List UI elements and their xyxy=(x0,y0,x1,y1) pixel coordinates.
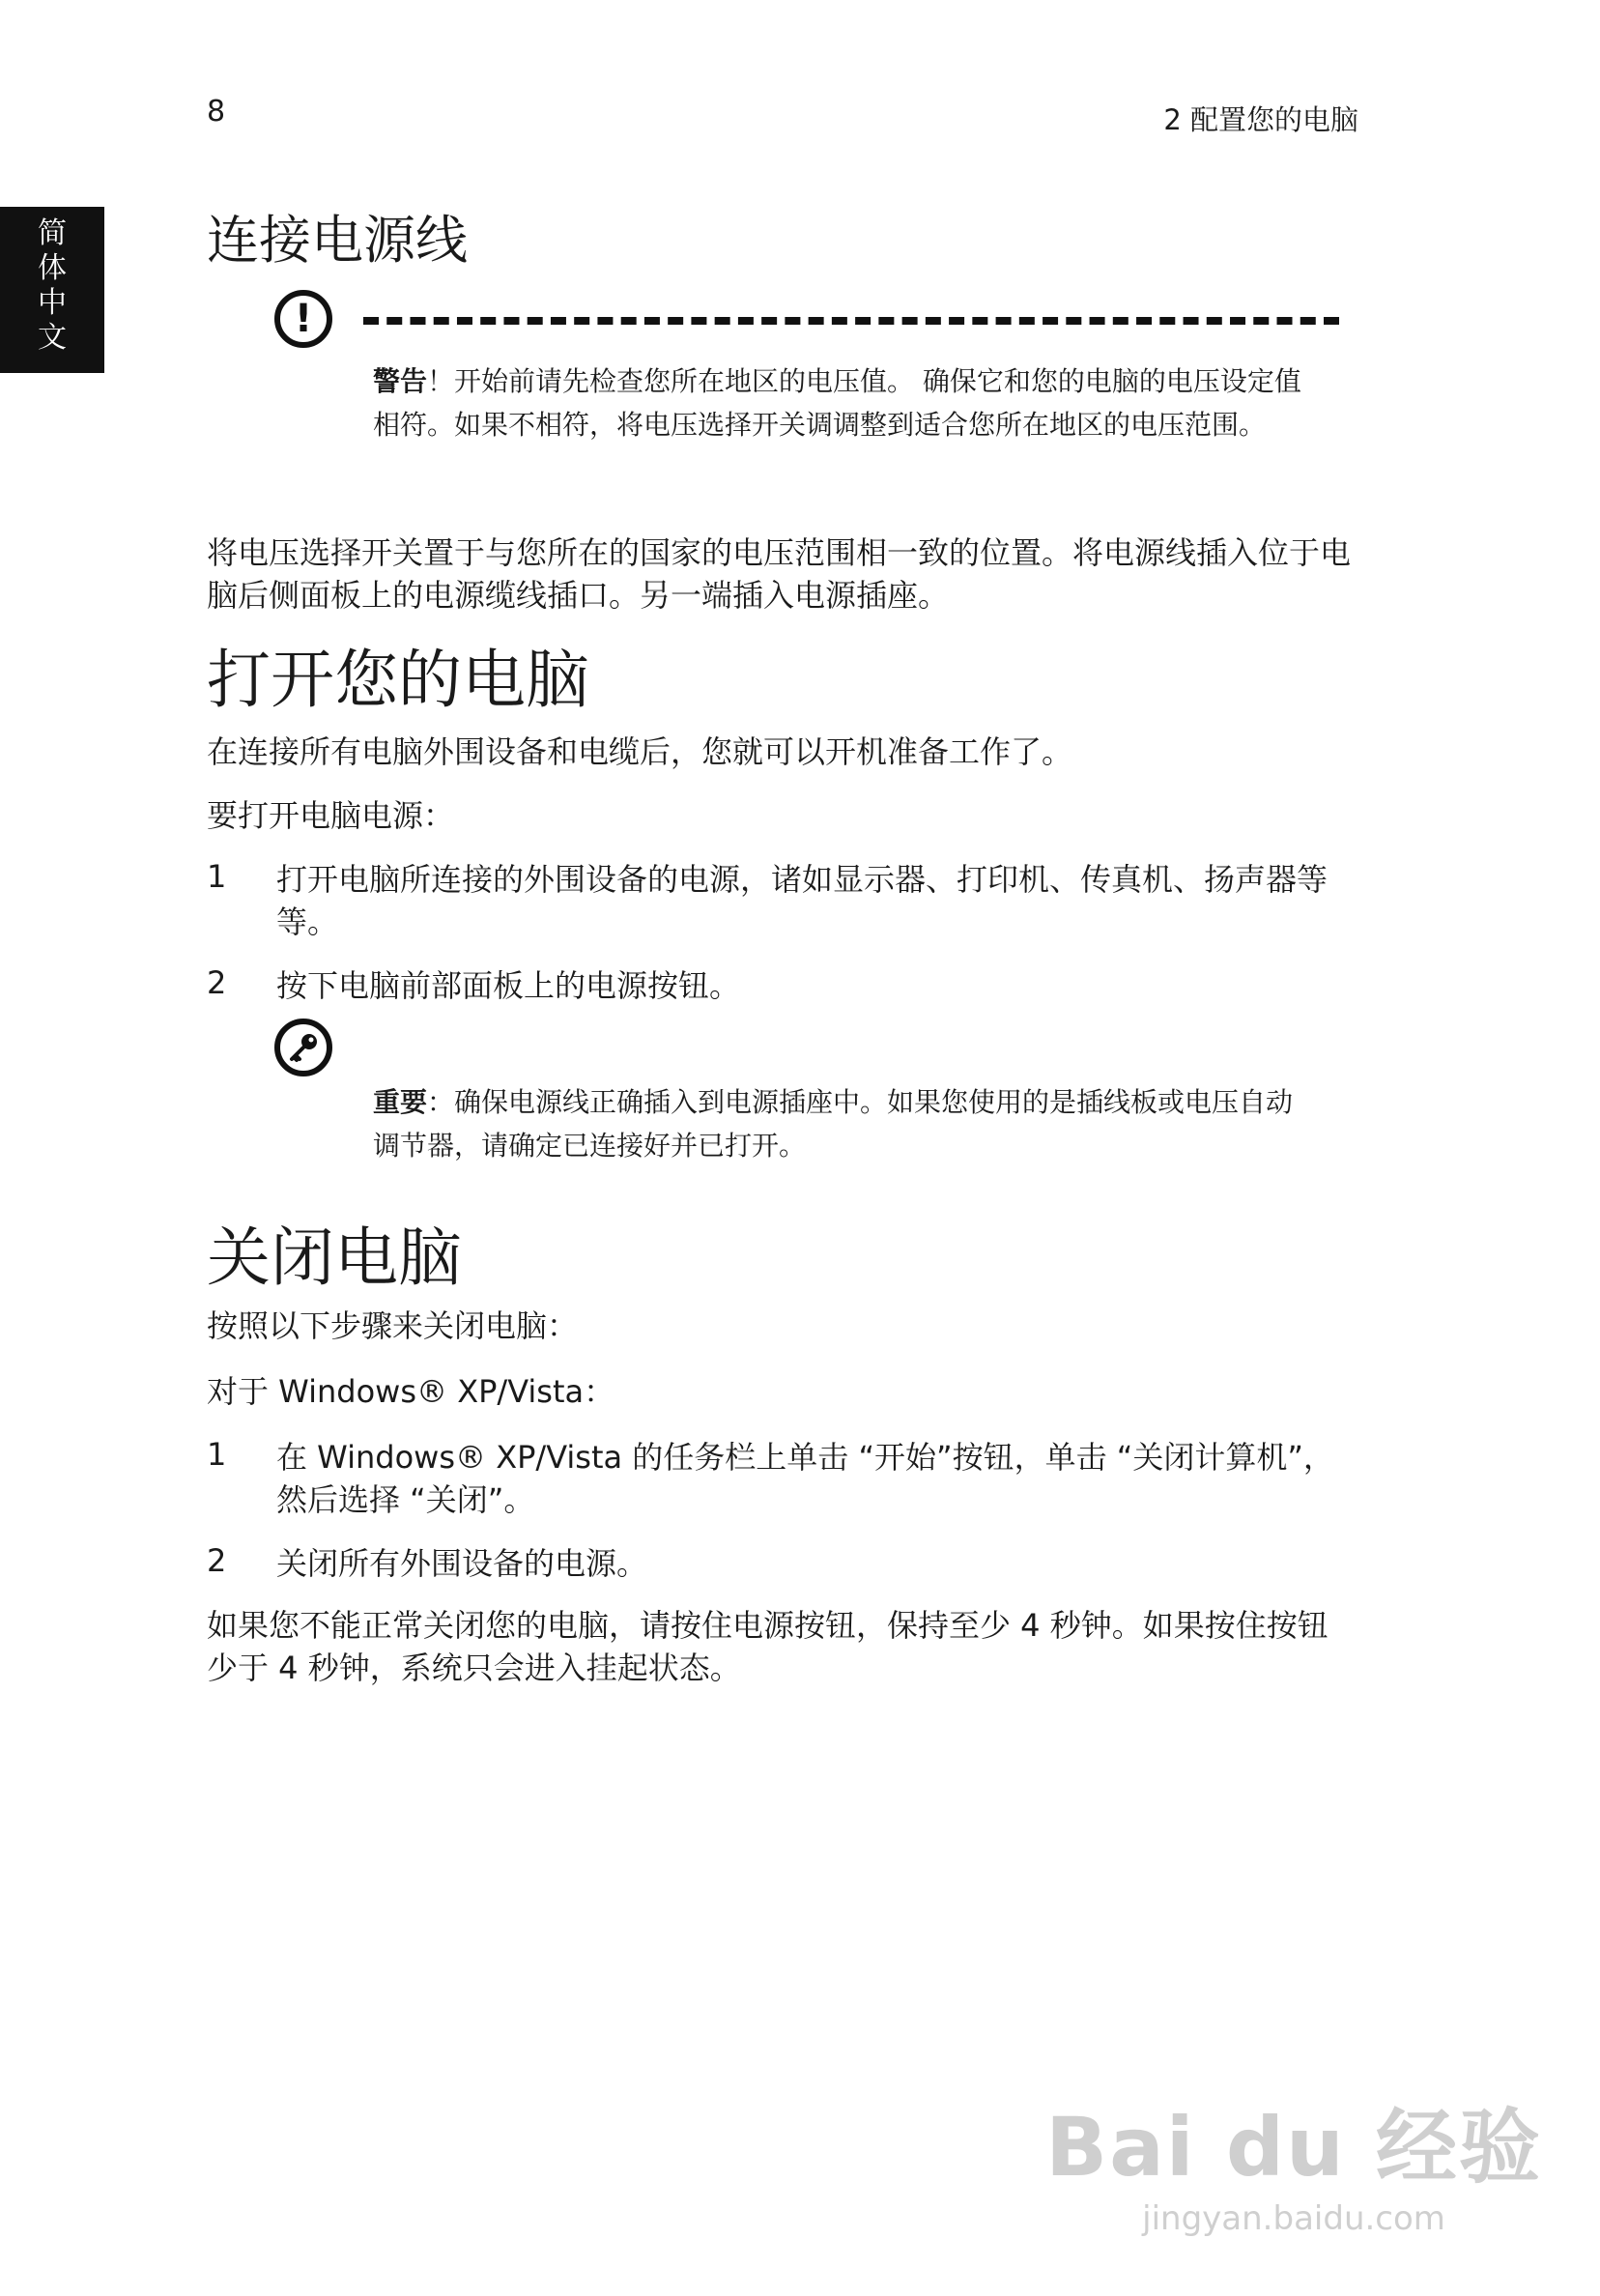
section-title-power-cord: 连接电源线 xyxy=(207,210,468,271)
warning-icon: ! xyxy=(274,290,332,348)
warning-divider xyxy=(363,317,1339,325)
power-off-footer: 如果您不能正常关闭您的电脑，请按住电源按钮，保持至少 4 秒钟。如果按住按钮少于 4 秒钟，系统只会进入挂起状态。 xyxy=(207,1607,1329,1686)
warning-text: ！开始前请先检查您所在地区的电压值。 确保它和您的电脑的电压设定值相符。如果不相符，将电压选择开关调调整到适合您所在地区的电压范围。 xyxy=(373,365,1301,441)
page-number: 8 xyxy=(207,95,226,129)
watermark-url: jingyan.baidu.com xyxy=(1142,2199,1445,2238)
important-text: ：确保电源线正确插入到电源插座中。如果您使用的是插线板或电压自动调节器，请确定已连接好并已打开。 xyxy=(373,1086,1294,1162)
list-item: 在 Windows® XP/Vista 的任务栏上单击 “开始”按钮，单击 “关闭计算机”，然后选择 “关闭”。 xyxy=(276,1439,1334,1518)
warning-note xyxy=(373,359,1320,446)
baidu-watermark xyxy=(1045,2082,1542,2238)
section-title-power-on: 打开您的电脑 xyxy=(207,643,589,717)
language-tab-char: 中 xyxy=(38,286,67,320)
os-line: 对于 Windows® XP/Vista： xyxy=(207,1373,615,1410)
language-tab-char: 文 xyxy=(38,321,67,355)
key-icon xyxy=(274,1019,332,1076)
warning-label: 警告 xyxy=(373,365,428,397)
list-item-number: 1 xyxy=(207,858,227,895)
list-item-number: 2 xyxy=(207,964,227,1001)
language-tab xyxy=(0,207,104,373)
list-item-number: 2 xyxy=(207,1542,227,1579)
chapter-title: 2 配置您的电脑 xyxy=(1163,103,1358,136)
list-item: 打开电脑所连接的外围设备的电源，诸如显示器、打印机、传真机、扬声器等等。 xyxy=(276,861,1329,940)
language-tab-char: 体 xyxy=(38,251,67,285)
language-tab-char: 简 xyxy=(38,216,67,250)
important-label: 重要 xyxy=(373,1086,428,1118)
power-on-lead: 要打开电脑电源： xyxy=(207,797,455,834)
power-off-lead: 按照以下步骤来关闭电脑： xyxy=(207,1307,579,1344)
power-cord-paragraph: 将电压选择开关置于与您所在的国家的电压范围相一致的位置。将电源线插入位于电脑后侧面板上的电源缆线插口。另一端插入电源插座。 xyxy=(207,534,1352,614)
important-note xyxy=(373,1080,1320,1167)
watermark-logo: Bai du 经验 xyxy=(1045,2100,1542,2195)
list-item: 关闭所有外围设备的电源。 xyxy=(276,1545,648,1582)
power-on-intro: 在连接所有电脑外围设备和电缆后，您就可以开机准备工作了。 xyxy=(207,733,1073,770)
list-item: 按下电脑前部面板上的电源按钮。 xyxy=(276,967,741,1004)
list-item-number: 1 xyxy=(207,1436,227,1473)
section-title-power-off: 关闭电脑 xyxy=(207,1220,462,1295)
